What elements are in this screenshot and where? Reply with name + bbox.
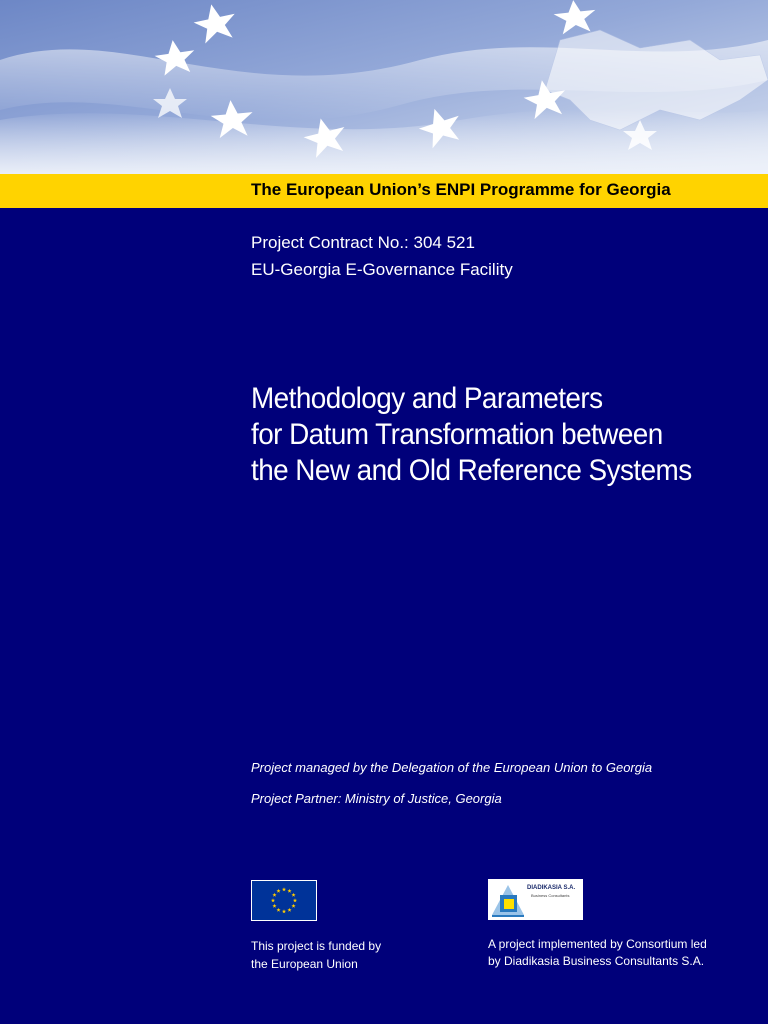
document-title-line-1: Methodology and Parameters	[251, 382, 603, 415]
eu-star-icon	[272, 904, 276, 908]
eu-star-icon	[271, 898, 275, 902]
document-title	[251, 381, 692, 489]
funded-line-1: This project is funded by	[251, 939, 382, 953]
diadikasia-logo-subtitle: Business Consultants	[531, 893, 570, 898]
eu-flag-logo	[251, 880, 317, 921]
document-title-line-3: the New and Old Reference Systems	[251, 454, 692, 487]
contract-info	[251, 229, 513, 283]
contract-number: Project Contract No.: 304 521	[251, 233, 475, 252]
facility-name: EU-Georgia E-Governance Facility	[251, 260, 513, 279]
diadikasia-logo-name: DIADIKASIA S.A.	[527, 885, 576, 891]
document-title-line-2: for Datum Transformation between	[251, 418, 663, 451]
managed-by-text: Project managed by the Delegation of the European Union to Georgia	[251, 760, 653, 775]
eu-star-icon	[291, 893, 295, 897]
implemented-line-1: A project implemented by Consortium led	[488, 937, 707, 951]
project-partner-text: Project Partner: Ministry of Justice, Georgia	[251, 791, 502, 806]
funded-line-2: the European Union	[251, 957, 358, 971]
eu-star-icon	[276, 889, 280, 893]
eu-star-icon	[287, 908, 291, 912]
eu-star-icon	[293, 898, 297, 902]
implemented-line-2: by Diadikasia Business Consultants S.A.	[488, 954, 705, 968]
eu-flag-banner	[0, 0, 768, 174]
eu-star-icon	[276, 908, 280, 912]
eu-star-icon	[282, 887, 286, 891]
programme-title: The European Union’s ENPI Programme for Georgia	[251, 180, 671, 199]
implementation-note	[488, 936, 707, 970]
eu-star-icon	[272, 893, 276, 897]
diadikasia-logo	[488, 879, 583, 920]
eu-star-icon	[287, 889, 291, 893]
funding-note	[251, 937, 381, 973]
eu-star-icon	[282, 909, 286, 913]
project-management	[251, 752, 652, 814]
eu-star-icon	[291, 904, 295, 908]
